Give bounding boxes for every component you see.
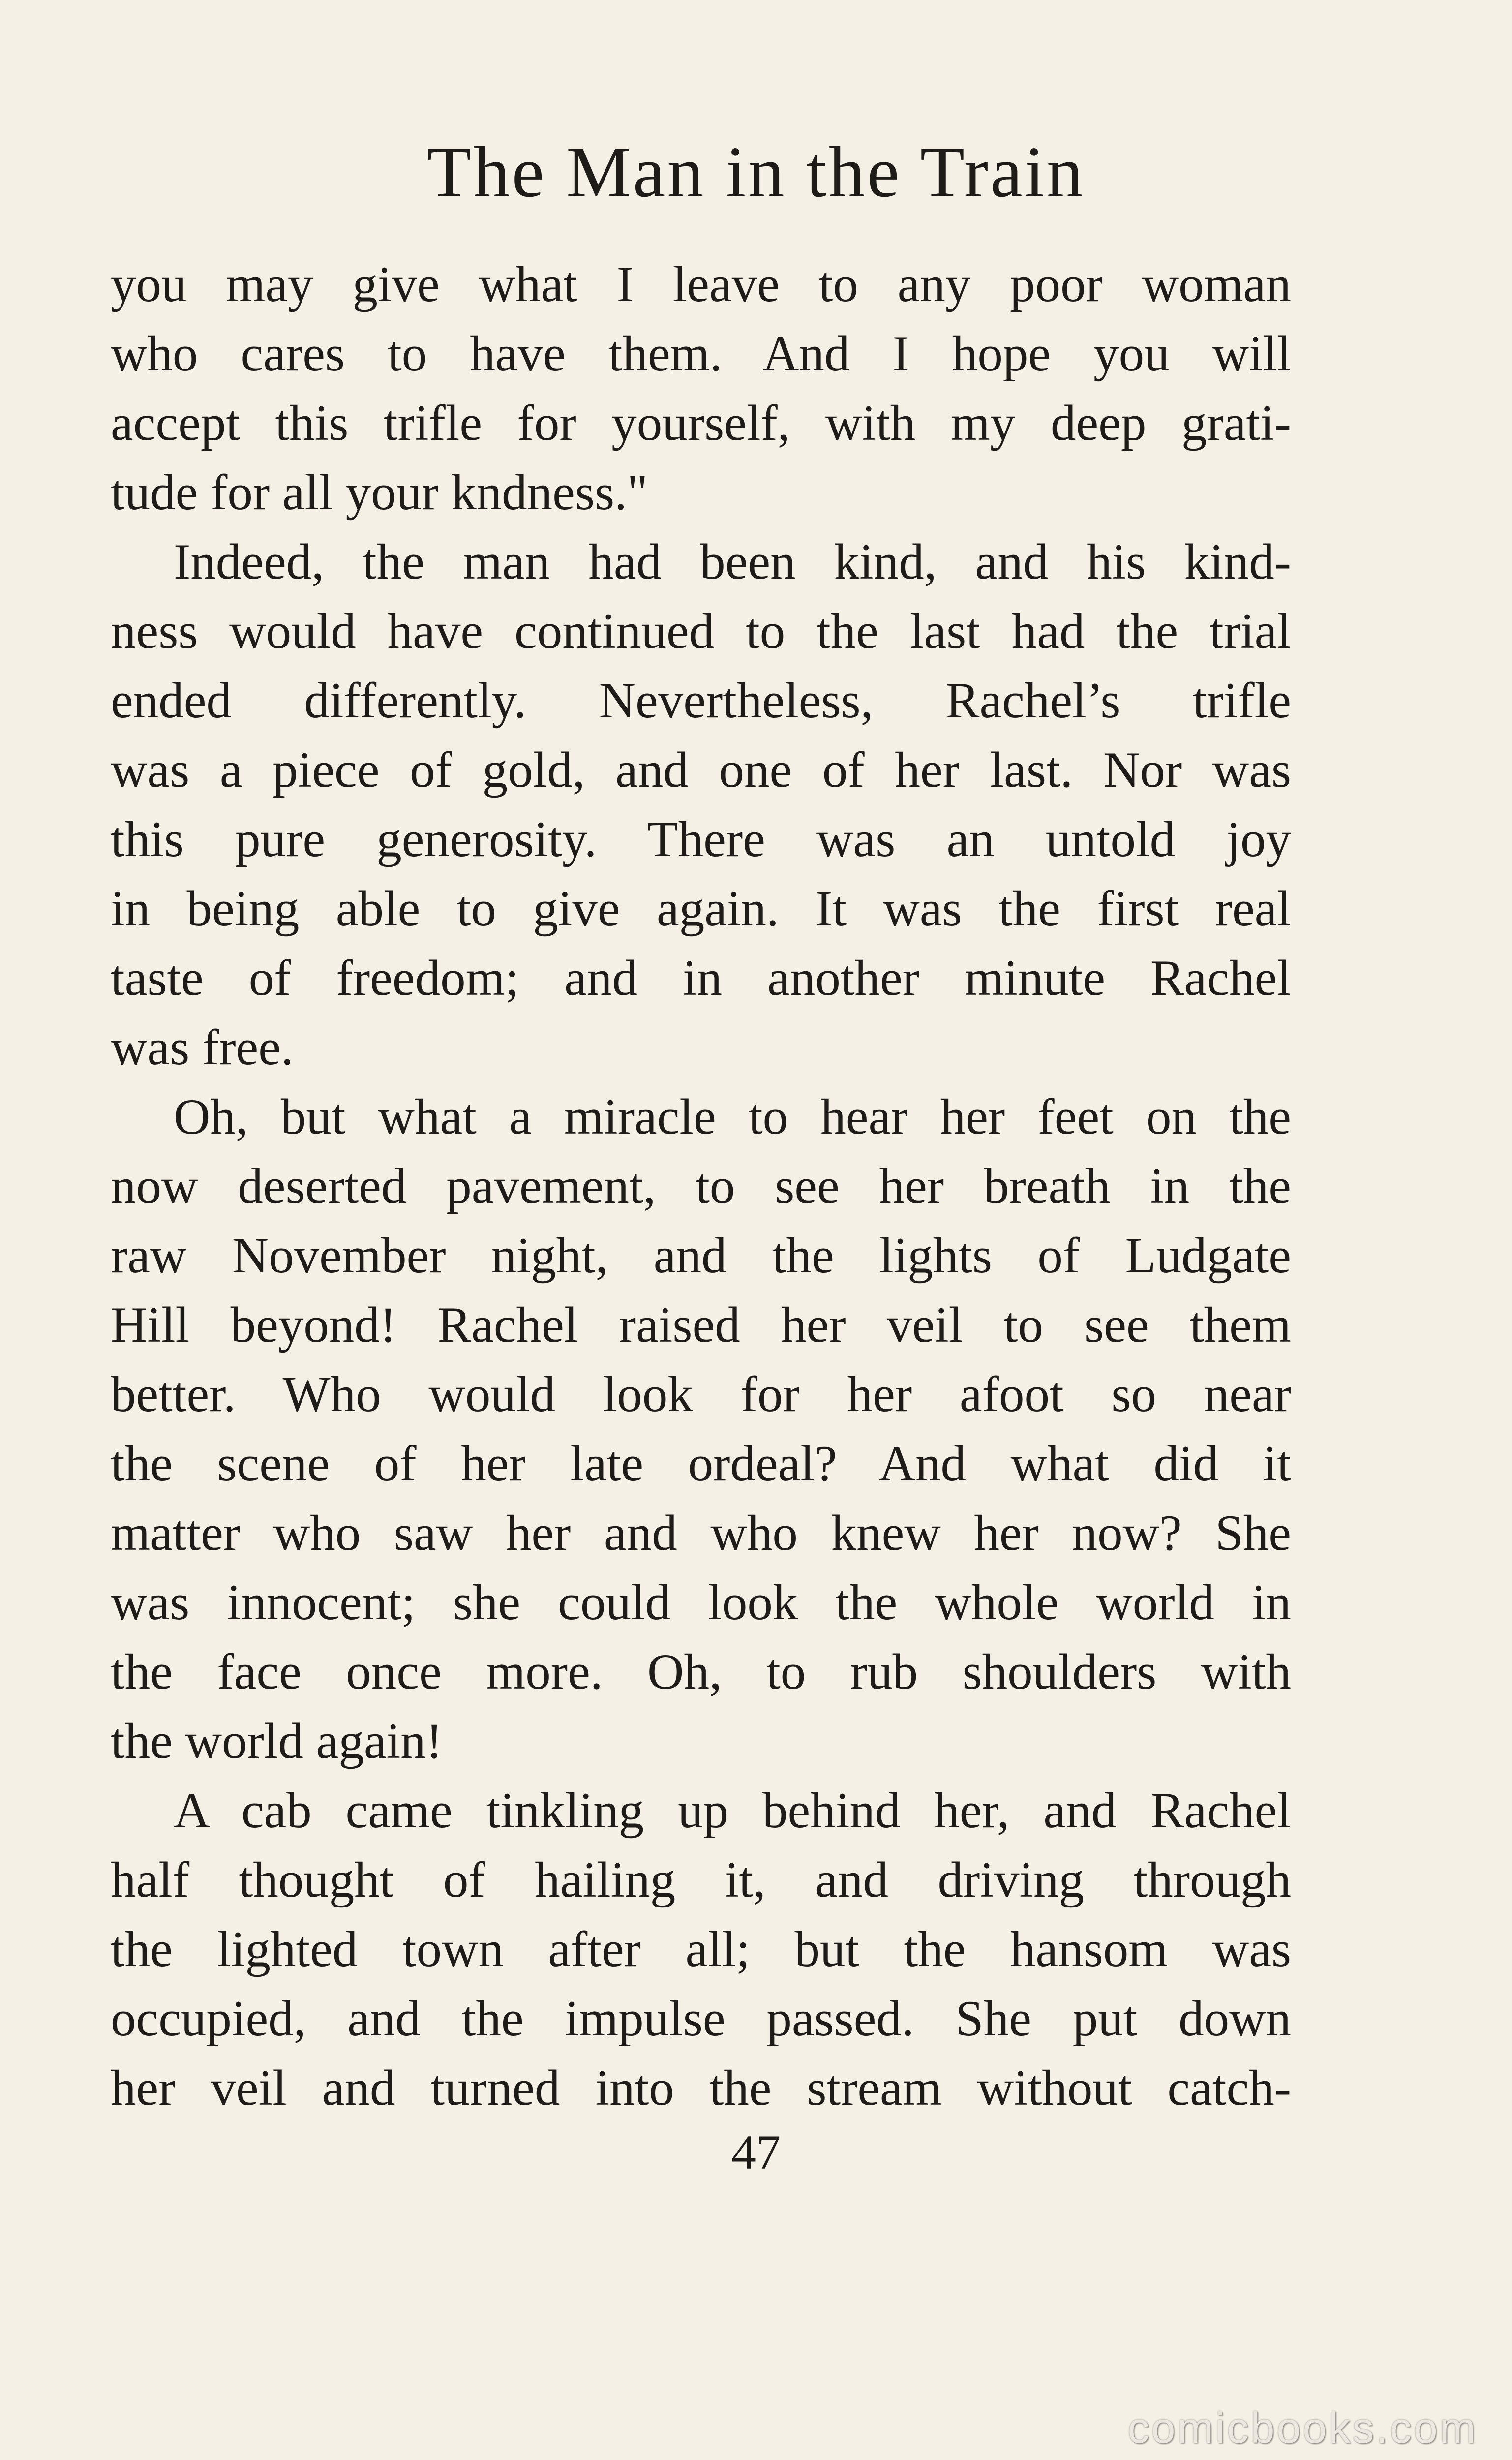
text-line: ness would have continued to the last had the trial xyxy=(111,603,1291,659)
text-line: taste of freedom; and in another minute Rachel xyxy=(111,950,1291,1006)
text-line: was free. xyxy=(111,1019,294,1076)
text-line: her veil and turned into the stream without catch- xyxy=(111,2060,1291,2116)
text-line: was a piece of gold, and one of her last. Nor was xyxy=(111,742,1291,798)
text-line: matter who saw her and who knew her now? She xyxy=(111,1505,1291,1561)
text-line: in being able to give again. It was the first real xyxy=(111,881,1291,937)
text-line: now deserted pavement, to see her breath in the xyxy=(111,1158,1291,1214)
running-head: The Man in the Train xyxy=(427,132,1085,213)
text-line: this pure generosity. There was an untold joy xyxy=(111,811,1291,867)
text-line: A cab came tinkling up behind her, and Rachel xyxy=(174,1783,1291,1839)
text-line: raw November night, and the lights of Ludgate xyxy=(111,1228,1291,1284)
page-number: 47 xyxy=(731,2125,781,2180)
text-line: you may give what I leave to any poor woman xyxy=(111,256,1291,312)
text-line: better. Who would look for her afoot so near xyxy=(111,1366,1291,1422)
text-line: tude for all your kndness." xyxy=(111,464,648,521)
text-line: the scene of her late ordeal? And what did it xyxy=(111,1436,1291,1492)
text-line: occupied, and the impulse passed. She put down xyxy=(111,1991,1291,2047)
text-line: was innocent; she could look the whole world in xyxy=(111,1574,1291,1630)
text-line: who cares to have them. And I hope you will xyxy=(111,326,1291,382)
text-line: the lighted town after all; but the hansom was xyxy=(111,1921,1291,1977)
body-text xyxy=(111,250,1291,2123)
text-line: half thought of hailing it, and driving through xyxy=(111,1852,1291,1908)
text-line: Oh, but what a miracle to hear her feet on the xyxy=(174,1089,1291,1145)
text-line: the world again! xyxy=(111,1713,443,1769)
text-line: accept this trifle for yourself, with my deep grati- xyxy=(111,395,1291,451)
watermark: comicbooks.com xyxy=(1127,2403,1478,2452)
text-line: ended differently. Nevertheless, Rachel’s trifle xyxy=(111,673,1291,729)
text-line: Indeed, the man had been kind, and his kind- xyxy=(174,534,1291,590)
text-line: the face once more. Oh, to rub shoulders with xyxy=(111,1644,1291,1700)
text-line: Hill beyond! Rachel raised her veil to see them xyxy=(111,1297,1291,1353)
